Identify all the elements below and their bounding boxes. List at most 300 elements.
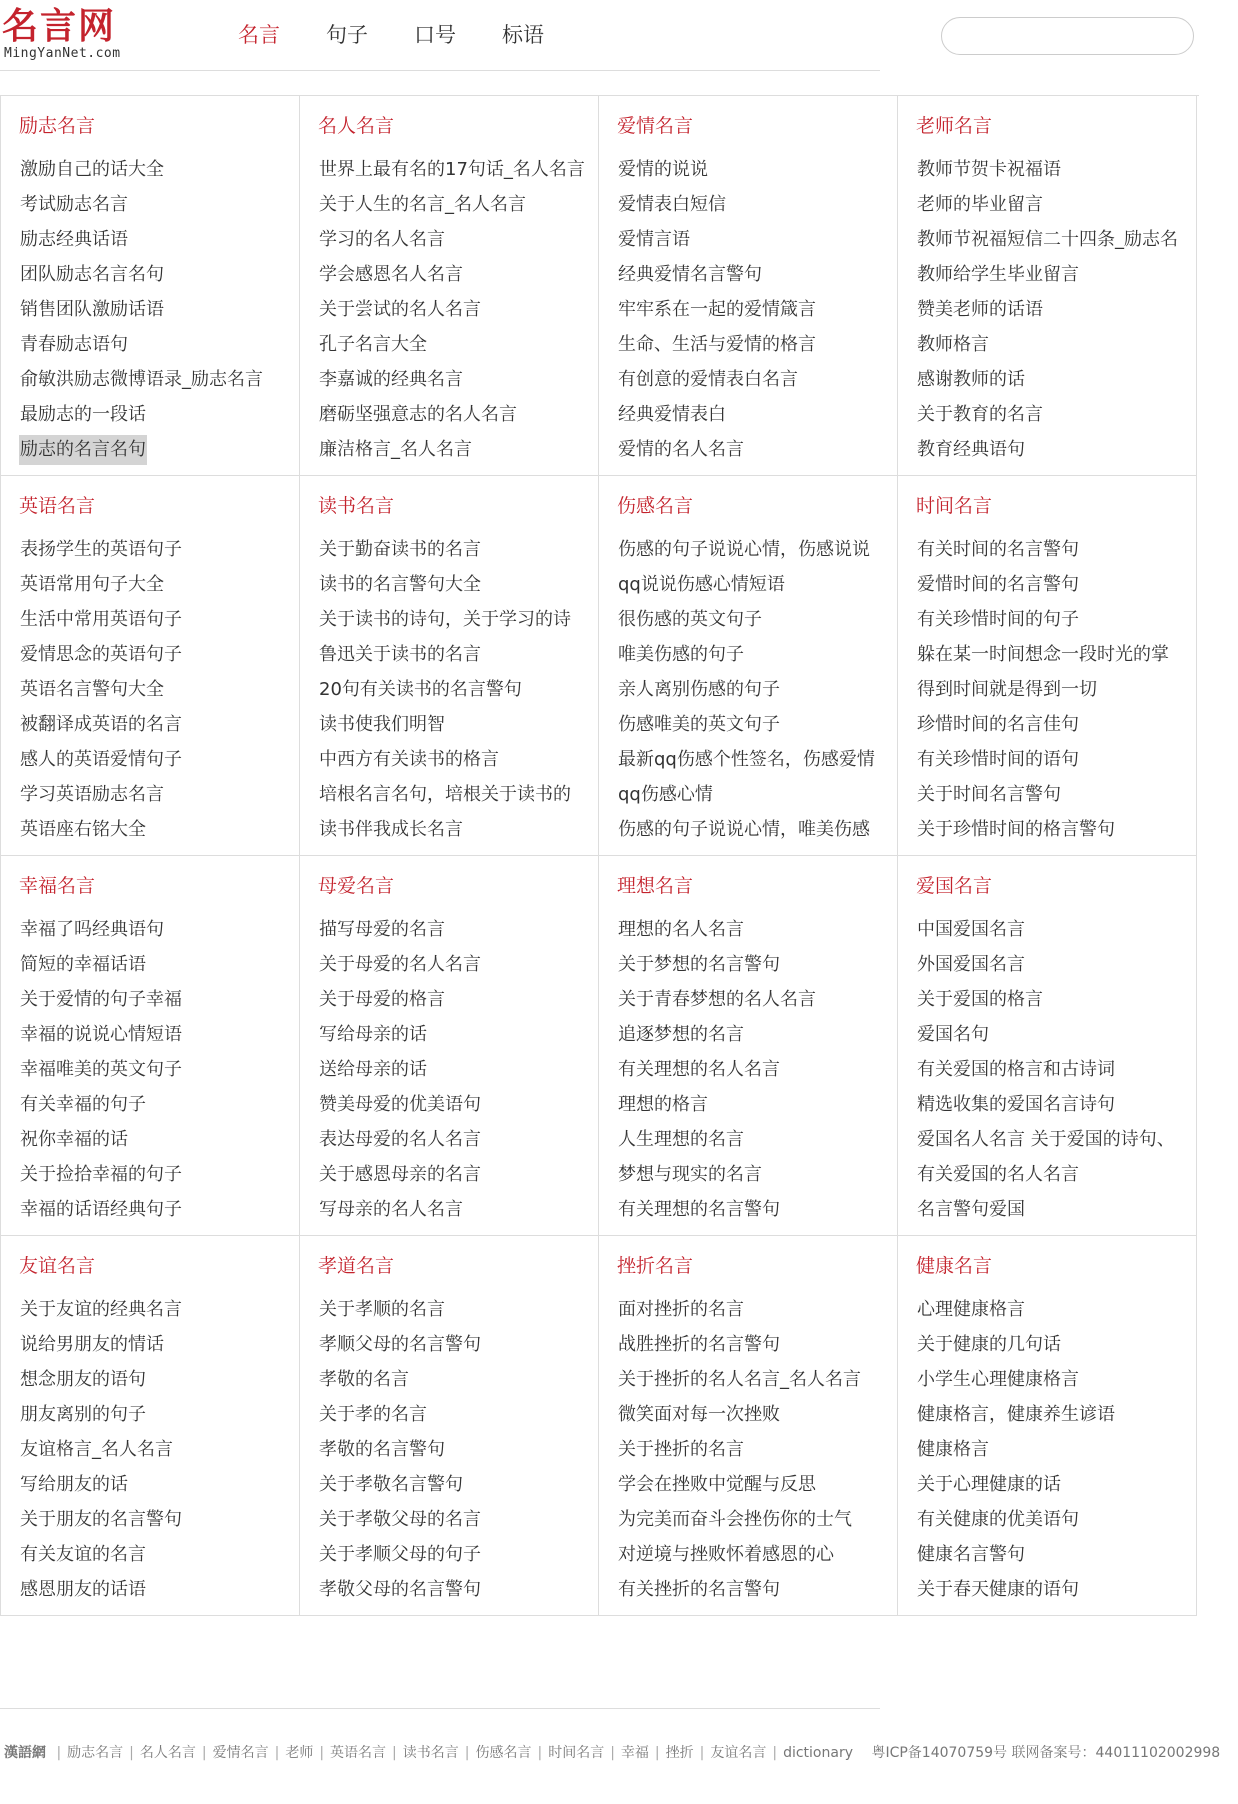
category-link-text: 生活中常用英语句子 [20,609,182,630]
footer [4,1742,1236,1762]
category-link[interactable] [318,397,598,432]
category-title[interactable]: 健康名言 [916,1255,993,1277]
category-link[interactable] [916,292,1196,327]
category-link-text: 孝顺父母的名言警句 [319,1334,481,1355]
category-link[interactable] [617,1292,897,1327]
category-link-text: 激励自己的话大全 [20,159,164,180]
footer-brand[interactable]: 漢語網 [4,1745,46,1761]
category-link[interactable] [916,947,1196,982]
category-link[interactable] [617,672,897,707]
category-link[interactable] [19,1087,299,1122]
category-link[interactable] [916,602,1196,637]
category-link-text: 关于尝试的名人名言 [319,299,481,320]
footer-separator: | [56,1745,62,1761]
header-divider [0,70,880,71]
category-link[interactable] [19,327,299,362]
category-link[interactable] [916,637,1196,672]
category-link[interactable] [617,1122,897,1157]
category-link[interactable] [318,742,598,777]
category-link-text: 有关幸福的句子 [20,1094,146,1115]
category-card [599,96,898,476]
footer-separator: | [274,1745,280,1761]
category-title[interactable]: 英语名言 [19,495,96,517]
category-grid [0,95,1199,1616]
category-link-text: 梦想与现实的名言 [618,1164,762,1185]
category-link[interactable] [916,327,1196,362]
category-link[interactable] [617,1017,897,1052]
category-link[interactable] [318,1397,598,1432]
category-link[interactable] [916,912,1196,947]
category-title[interactable]: 爱情名言 [617,115,694,137]
category-link-text: 关于健康的几句话 [917,1334,1061,1355]
category-link[interactable] [19,567,299,602]
category-link-text: 教师给学生毕业留言 [917,264,1079,285]
category-link[interactable] [617,152,897,187]
category-link[interactable] [916,1087,1196,1122]
category-link[interactable] [318,1157,598,1192]
category-link-text: 英语常用句子大全 [20,574,164,595]
category-link-text: 表扬学生的英语句子 [20,539,182,560]
category-link-text: 关于孝顺父母的句子 [319,1544,481,1565]
category-link-list [617,152,897,467]
category-link[interactable] [916,742,1196,777]
category-link-text: 学习英语励志名言 [20,784,164,805]
category-link-text: 心理健康格言 [917,1299,1025,1320]
category-link[interactable] [19,1502,299,1537]
footer-separator: | [654,1745,660,1761]
category-link[interactable] [916,222,1196,257]
category-link[interactable] [916,982,1196,1017]
footer-separator: | [129,1745,134,1761]
category-link-text: 销售团队激励话语 [20,299,164,320]
category-link-text: 关于人生的名言_名人名言 [319,194,526,215]
category-link-text: 青春励志语句 [20,334,128,355]
header [0,0,1238,80]
category-link[interactable] [19,637,299,672]
category-title[interactable]: 老师名言 [916,115,993,137]
category-link[interactable] [617,362,897,397]
category-link-text: 朋友离别的句子 [20,1404,146,1425]
category-link[interactable] [617,1052,897,1087]
category-link[interactable] [916,1467,1196,1502]
category-link[interactable] [318,1467,598,1502]
category-link-text: 关于挫折的名人名言_名人名言 [618,1369,861,1390]
category-title[interactable]: 时间名言 [916,495,993,517]
category-link-text: 关于读书的诗句，关于学习的诗 [319,609,571,630]
category-link[interactable] [19,912,299,947]
category-link[interactable] [617,1502,897,1537]
category-title[interactable]: 读书名言 [318,495,395,517]
category-link[interactable] [318,362,598,397]
category-link[interactable] [19,152,299,187]
category-title[interactable]: 挫折名言 [617,1255,694,1277]
category-link[interactable] [19,947,299,982]
category-link-text: qq说说伤感心情短语 [618,574,785,595]
category-link[interactable] [19,187,299,222]
main-nav [238,20,590,50]
category-link[interactable] [617,707,897,742]
category-link-text: 励志经典话语 [20,229,128,250]
category-link-list [19,912,299,1227]
category-link-text: 最励志的一段话 [20,404,146,425]
category-link[interactable] [916,707,1196,742]
nav-mingyan[interactable]: 名言 [238,23,280,47]
category-link-text: 关于珍惜时间的格言警句 [917,819,1115,840]
category-link[interactable] [318,257,598,292]
category-link[interactable] [916,1537,1196,1572]
category-card [599,476,898,856]
footer-link[interactable]: 老师 [285,1745,314,1761]
category-link[interactable] [916,432,1196,467]
category-link[interactable] [318,947,598,982]
category-link[interactable] [617,947,897,982]
category-link[interactable] [19,742,299,777]
category-link[interactable] [916,1192,1196,1227]
category-link[interactable] [19,602,299,637]
category-link[interactable] [617,187,897,222]
category-link-text: 关于孝敬父母的名言 [319,1509,481,1530]
category-link-list [318,912,598,1227]
category-link-text: 有关理想的名人名言 [618,1059,780,1080]
category-link[interactable] [617,1572,897,1607]
category-link-text: 送给母亲的话 [319,1059,427,1080]
category-link[interactable] [617,327,897,362]
category-link[interactable] [19,397,299,432]
footer-link[interactable]: 挫折 [665,1745,694,1761]
category-link-text: 对逆境与挫败怀着感恩的心 [618,1544,834,1565]
category-link[interactable] [916,1017,1196,1052]
category-link[interactable] [916,1292,1196,1327]
category-link[interactable] [318,327,598,362]
category-link[interactable] [19,812,299,847]
category-link[interactable] [318,982,598,1017]
category-link-text: 教师节祝福短信二十四条_励志名 [917,229,1178,250]
footer-separator: | [699,1745,705,1761]
category-title[interactable]: 理想名言 [617,875,694,897]
category-card [599,1236,898,1616]
footer-link[interactable]: 名人名言 [139,1745,196,1761]
category-title[interactable]: 励志名言 [19,115,96,137]
category-link[interactable] [916,1052,1196,1087]
category-link[interactable] [19,1157,299,1192]
logo-text: 名言网 [2,5,117,47]
category-link[interactable] [916,777,1196,812]
category-link-text: 有关时间的名言警句 [917,539,1079,560]
category-title[interactable]: 幸福名言 [19,875,96,897]
category-link[interactable] [19,777,299,812]
category-link[interactable] [19,1192,299,1227]
category-link[interactable] [19,532,299,567]
category-link[interactable] [318,707,598,742]
category-link[interactable] [617,982,897,1017]
category-link-text: 幸福了吗经典语句 [20,919,164,940]
category-link[interactable] [19,1362,299,1397]
category-link-text: 孔子名言大全 [319,334,427,355]
category-link[interactable] [617,1397,897,1432]
category-link-text: 想念朋友的语句 [20,1369,146,1390]
footer-links [50,1745,853,1761]
category-link-text: 团队励志名言名句 [20,264,164,285]
category-link-text: 关于捡拾幸福的句子 [20,1164,182,1185]
category-link[interactable] [617,567,897,602]
category-link[interactable] [19,222,299,257]
footer-separator: | [537,1745,543,1761]
nav-kouhao[interactable]: 口号 [414,23,456,47]
footer-separator: | [610,1745,615,1761]
category-link[interactable] [617,1432,897,1467]
category-link[interactable] [318,1572,598,1607]
category-link-text: 伤感唯美的英文句子 [618,714,780,735]
category-link[interactable] [318,1537,598,1572]
footer-link[interactable]: 伤感名言 [475,1745,532,1761]
category-link-text: 培根名言名句，培根关于读书的 [319,784,571,805]
category-link[interactable] [318,812,598,847]
category-link-text: 20句有关读书的名言警句 [319,679,522,700]
category-link-text: 教育经典语句 [917,439,1025,460]
category-link-text: 关于孝敬名言警句 [319,1474,463,1495]
category-card [898,856,1197,1236]
category-link-text: 有关挫折的名言警句 [618,1579,780,1600]
category-title[interactable]: 孝道名言 [318,1255,395,1277]
footer-link[interactable]: dictionary [783,1745,853,1761]
category-link[interactable] [318,567,598,602]
category-link-text: 爱情的名人名言 [618,439,744,460]
category-link[interactable] [916,812,1196,847]
category-link-text: 友谊格言_名人名言 [20,1439,173,1460]
nav-juzi[interactable]: 句子 [326,23,368,47]
category-link-list [19,532,299,847]
footer-link[interactable]: 友谊名言 [710,1745,767,1761]
category-link-text: 简短的幸福话语 [20,954,146,975]
category-link-text: 孝敬的名言警句 [319,1439,445,1460]
category-link-text: 关于母爱的格言 [319,989,445,1010]
category-link[interactable] [318,1017,598,1052]
category-link[interactable] [19,1327,299,1362]
category-link[interactable] [19,257,299,292]
category-link-text: 祝你幸福的话 [20,1129,128,1150]
category-link-text: 学会感恩名人名言 [319,264,463,285]
category-link[interactable] [617,257,897,292]
category-link[interactable] [318,532,598,567]
category-link[interactable] [617,1327,897,1362]
category-title[interactable]: 友谊名言 [19,1255,96,1277]
category-link[interactable] [318,1192,598,1227]
category-link[interactable] [19,1537,299,1572]
category-link-list [19,1292,299,1607]
category-link[interactable] [916,1432,1196,1467]
category-link-text: 关于母爱的名人名言 [319,954,481,975]
category-title[interactable]: 名人名言 [318,115,395,137]
category-link[interactable] [916,1157,1196,1192]
category-link-text: 读书的名言警句大全 [319,574,481,595]
category-link[interactable] [617,1537,897,1572]
category-link-text: 有关爱国的名人名言 [917,1164,1079,1185]
category-link[interactable] [318,432,598,467]
category-link[interactable] [916,1327,1196,1362]
category-link-text: 感谢教师的话 [917,369,1025,390]
category-link[interactable] [617,742,897,777]
category-link[interactable] [318,1502,598,1537]
category-link-text: 孝敬的名言 [319,1369,409,1390]
category-link[interactable] [19,1467,299,1502]
category-link-text: 描写母爱的名言 [319,919,445,940]
category-link[interactable] [617,432,897,467]
category-link[interactable] [617,1087,897,1122]
category-link[interactable] [916,362,1196,397]
category-link-text: 磨砺坚强意志的名人名言 [319,404,517,425]
category-link[interactable] [19,1292,299,1327]
category-card [1,96,300,476]
category-link[interactable] [19,432,299,467]
category-link-text: 很伤感的英文句子 [618,609,762,630]
category-link[interactable] [617,777,897,812]
category-link[interactable] [318,187,598,222]
footer-link[interactable]: 爱情名言 [212,1745,269,1761]
category-link-text: 孝敬父母的名言警句 [319,1579,481,1600]
category-link-text: 关于教育的名言 [917,404,1043,425]
category-link[interactable] [19,1017,299,1052]
category-link[interactable] [916,1122,1196,1157]
category-link[interactable] [19,362,299,397]
category-link-text: 微笑面对每一次挫败 [618,1404,780,1425]
category-link-text: 爱国名句 [917,1024,989,1045]
category-link[interactable] [318,1087,598,1122]
category-link-text: 名言警句爱国 [917,1199,1025,1220]
category-link[interactable] [916,1362,1196,1397]
category-link[interactable] [318,152,598,187]
category-link-text: 老师的毕业留言 [917,194,1043,215]
site-logo[interactable] [2,4,142,66]
category-link-text: 鲁迅关于读书的名言 [319,644,481,665]
category-link[interactable] [19,672,299,707]
category-link-text: 幸福的话语经典句子 [20,1199,182,1220]
category-link[interactable] [617,1157,897,1192]
footer-divider [0,1708,880,1709]
category-link-text: 关于梦想的名言警句 [618,954,780,975]
category-link[interactable] [318,602,598,637]
category-link[interactable] [617,1362,897,1397]
category-link[interactable] [916,532,1196,567]
category-link-text: 珍惜时间的名言佳句 [917,714,1079,735]
category-link-text: 人生理想的名言 [618,1129,744,1150]
search-input[interactable] [941,17,1194,55]
footer-link[interactable]: 时间名言 [548,1745,605,1761]
category-link-text: 战胜挫折的名言警句 [618,1334,780,1355]
category-title[interactable]: 爱国名言 [916,875,993,897]
category-card [1,856,300,1236]
category-link[interactable] [916,672,1196,707]
category-link[interactable] [318,912,598,947]
category-link[interactable] [916,187,1196,222]
category-link[interactable] [318,1432,598,1467]
footer-link[interactable]: 幸福 [620,1745,649,1761]
category-link[interactable] [318,292,598,327]
category-link[interactable] [19,707,299,742]
category-link[interactable] [318,1122,598,1157]
category-card [300,1236,599,1616]
category-link-text: 唯美伤感的句子 [618,644,744,665]
category-link[interactable] [617,1192,897,1227]
category-link-text: 爱惜时间的名言警句 [917,574,1079,595]
category-link[interactable] [318,1292,598,1327]
category-link[interactable] [617,397,897,432]
category-link[interactable] [19,1432,299,1467]
category-link[interactable] [617,602,897,637]
category-link[interactable] [19,982,299,1017]
category-link-text: 赞美母爱的优美语句 [319,1094,481,1115]
category-link[interactable] [617,1467,897,1502]
category-link[interactable] [916,152,1196,187]
category-link[interactable] [318,1052,598,1087]
category-card [898,1236,1197,1616]
category-link[interactable] [19,1572,299,1607]
footer-separator: | [201,1745,207,1761]
category-link[interactable] [916,397,1196,432]
category-link-text: 俞敏洪励志微博语录_励志名言 [20,369,263,390]
category-title[interactable]: 母爱名言 [318,875,395,897]
icp-record: 粤ICP备14070759号 联网备案号：44011102002998 [871,1745,1221,1761]
category-link-text: 有关健康的优美语句 [917,1509,1079,1530]
category-link-text: 面对挫折的名言 [618,1299,744,1320]
category-link[interactable] [318,1362,598,1397]
category-link-text: 亲人离别伤感的句子 [618,679,780,700]
category-link-text: 外国爱国名言 [917,954,1025,975]
category-link[interactable] [916,257,1196,292]
category-link-list [318,532,598,847]
category-link-text: 关于挫折的名言 [618,1439,744,1460]
category-link-text: 读书伴我成长名言 [319,819,463,840]
category-link[interactable] [617,637,897,672]
category-link[interactable] [617,292,897,327]
category-link[interactable] [318,1327,598,1362]
category-link[interactable] [617,222,897,257]
category-link[interactable] [19,292,299,327]
category-link-text: 中西方有关读书的格言 [319,749,499,770]
category-link-text: 表达母爱的名人名言 [319,1129,481,1150]
category-link-text: 感恩朋友的话语 [20,1579,146,1600]
footer-separator: | [772,1745,778,1761]
category-link-text: 李嘉诚的经典名言 [319,369,463,390]
logo-domain: MingYanNet.com [4,46,121,61]
category-title[interactable]: 伤感名言 [617,495,694,517]
category-link[interactable] [617,532,897,567]
category-link[interactable] [318,222,598,257]
category-link-text: 牢牢系在一起的爱情箴言 [618,299,816,320]
category-link[interactable] [19,1397,299,1432]
category-link-text: 爱情思念的英语句子 [20,644,182,665]
category-link[interactable] [318,777,598,812]
footer-link[interactable]: 读书名言 [402,1745,459,1761]
category-link-list [318,152,598,467]
category-link[interactable] [617,912,897,947]
category-link-text: 有关珍惜时间的句子 [917,609,1079,630]
category-link-text: 关于爱情的句子幸福 [20,989,182,1010]
category-link[interactable] [916,1502,1196,1537]
footer-link[interactable]: 英语名言 [330,1745,387,1761]
category-link[interactable] [19,1052,299,1087]
category-link[interactable] [617,812,897,847]
nav-biaoyu[interactable]: 标语 [502,23,544,47]
category-link[interactable] [916,1397,1196,1432]
category-link-text: 考试励志名言 [20,194,128,215]
category-link[interactable] [916,1572,1196,1607]
category-link[interactable] [19,1122,299,1157]
category-link-text: 赞美老师的话语 [917,299,1043,320]
footer-link[interactable]: 励志名言 [67,1745,124,1761]
category-link[interactable] [916,567,1196,602]
category-link[interactable] [318,672,598,707]
category-link[interactable] [318,637,598,672]
